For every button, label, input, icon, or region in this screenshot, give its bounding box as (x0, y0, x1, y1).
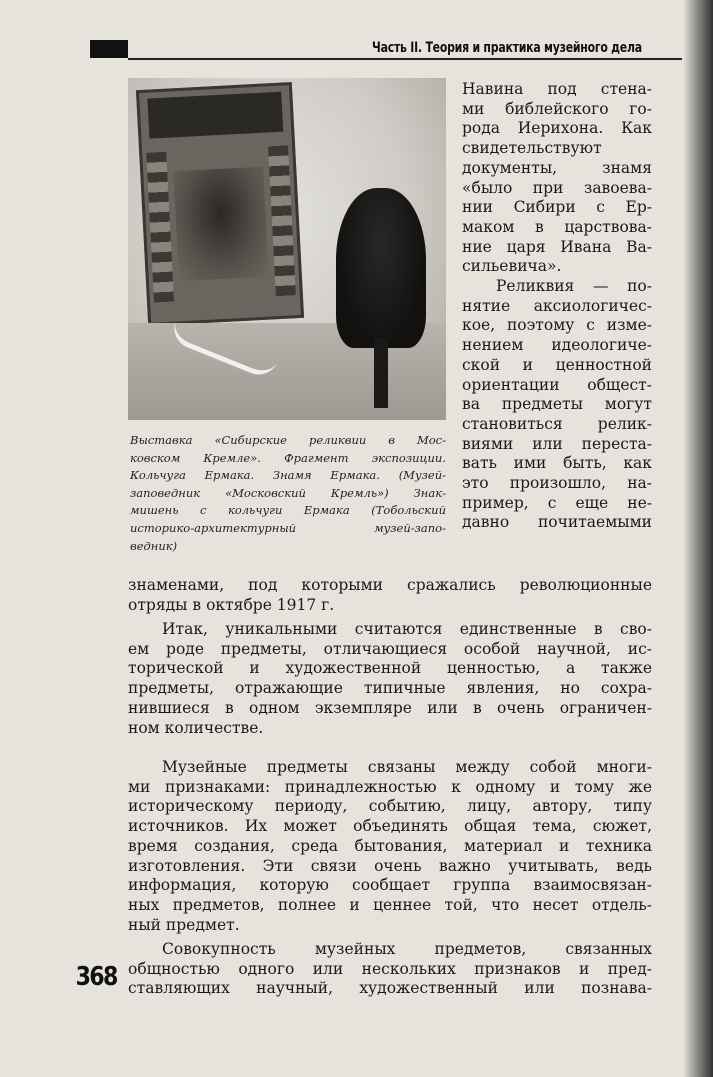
text-line: знаменами, под которыми сражались революционные (128, 576, 652, 594)
text-line: пример, с еще не- (462, 493, 652, 512)
figure-caption (130, 432, 446, 555)
text-line: вать ими быть, как (462, 454, 652, 473)
header-rule (128, 58, 682, 60)
text-line: время создания, среда бытования, материал и техника (128, 836, 652, 855)
chain-mail-image (336, 188, 426, 348)
text-line: давно почитаемыми (462, 513, 652, 532)
text-line: маком в царствова- (462, 217, 652, 236)
text-line: становиться релик- (462, 414, 652, 433)
text-line: источников. Их может объединять общая тема, сюжет, (128, 817, 652, 836)
caption-line: ковском Кремле». Фрагмент экспозиции. (130, 450, 446, 465)
text-line: предметы, отражающие типичные явления, но сохра- (128, 679, 652, 698)
text-line: ставляющих научный, художественный или познава- (128, 979, 652, 998)
banner-figure (173, 167, 269, 282)
text-line: Совокупность музейных предметов, связанных (162, 940, 652, 958)
text-line: виями или переста- (462, 434, 652, 453)
caption-line: историко-архитектурный музей-запо- (130, 520, 446, 535)
caption-line: Выставка «Сибирские реликвии в Мос- (130, 433, 446, 447)
text-line: ми признаками: принадлежностью к одному и тому же (128, 777, 652, 796)
text-line: ние царя Ивана Ва- (462, 237, 652, 256)
text-line: Реликвия — по- (496, 277, 652, 296)
text-line: ных предметов, полнее и ценнее той, что несет отдель- (128, 895, 652, 914)
chain-mail-stand (374, 338, 388, 408)
running-title: Часть II. Теория и практика музейного дела (372, 40, 642, 56)
text-line: ми библейского го- (462, 99, 652, 118)
scan-edge-shadow (683, 0, 713, 1077)
text-line: торической и художественной ценностью, а также (128, 659, 652, 678)
text-line: документы, знамя (462, 158, 652, 177)
text-line: отряды в октябре 1917 г. (128, 595, 335, 614)
paragraph-3 (128, 758, 652, 935)
caption-line: ведник) (130, 538, 178, 553)
text-line: ном количестве. (128, 718, 264, 737)
text-line: общностью одного или нескольких признаков и пред- (128, 959, 652, 978)
exhibition-photo (128, 78, 446, 420)
text-line: нившиеся в одном экземпляре или в очень ограничен- (128, 698, 652, 717)
text-line: рода Иерихона. Как (462, 119, 652, 138)
paragraph-4 (128, 940, 652, 999)
text-line: Навина под стена- (462, 80, 652, 98)
text-line: Итак, уникальными считаются единственные в сво- (162, 620, 652, 638)
caption-line: заповедник «Московский Кремль») Знак- (130, 485, 446, 500)
paragraph-1-tail (128, 576, 652, 615)
text-line: изготовления. Эти связи очень важно учитывать, ведь (128, 856, 652, 875)
text-line: историческому периоду, событию, лицу, автору, типу (128, 797, 652, 816)
right-column-text (462, 80, 652, 533)
caption-line: мишень с кольчуги Ермака (Тобольский (130, 503, 446, 518)
text-line: сильевича». (462, 257, 562, 276)
text-line: кое, поэтому с изме- (462, 316, 652, 335)
text-line: ва предметы могут (462, 395, 652, 414)
text-line: ем роде предметы, отличающиеся особой научной, ис- (128, 639, 652, 658)
header-black-block (90, 40, 128, 58)
text-line: нии Сибири с Ер- (462, 198, 652, 217)
text-line: нением идеологиче- (462, 336, 652, 355)
ermak-banner-image (136, 82, 304, 326)
text-line: свидетельствуют (462, 139, 602, 158)
text-line: «было при завоева- (462, 178, 652, 197)
banner-inscription-band (147, 92, 283, 139)
text-line: ской и ценностной (462, 355, 652, 374)
paragraph-2 (128, 620, 652, 738)
banner-ornament-right (268, 145, 296, 296)
text-line: Музейные предметы связаны между собой многи- (162, 758, 652, 776)
text-line: это произошло, на- (462, 474, 652, 493)
caption-line: Кольчуга Ермака. Знамя Ермака. (Музей- (130, 468, 446, 483)
text-line: информация, которую сообщает группа взаимосвязан- (128, 876, 652, 895)
page-number: 368 (75, 962, 117, 992)
text-line: ориентации общест- (462, 375, 652, 394)
text-line: нятие аксиологичес- (462, 296, 652, 315)
banner-ornament-left (146, 152, 174, 303)
text-line: ный предмет. (128, 915, 240, 934)
